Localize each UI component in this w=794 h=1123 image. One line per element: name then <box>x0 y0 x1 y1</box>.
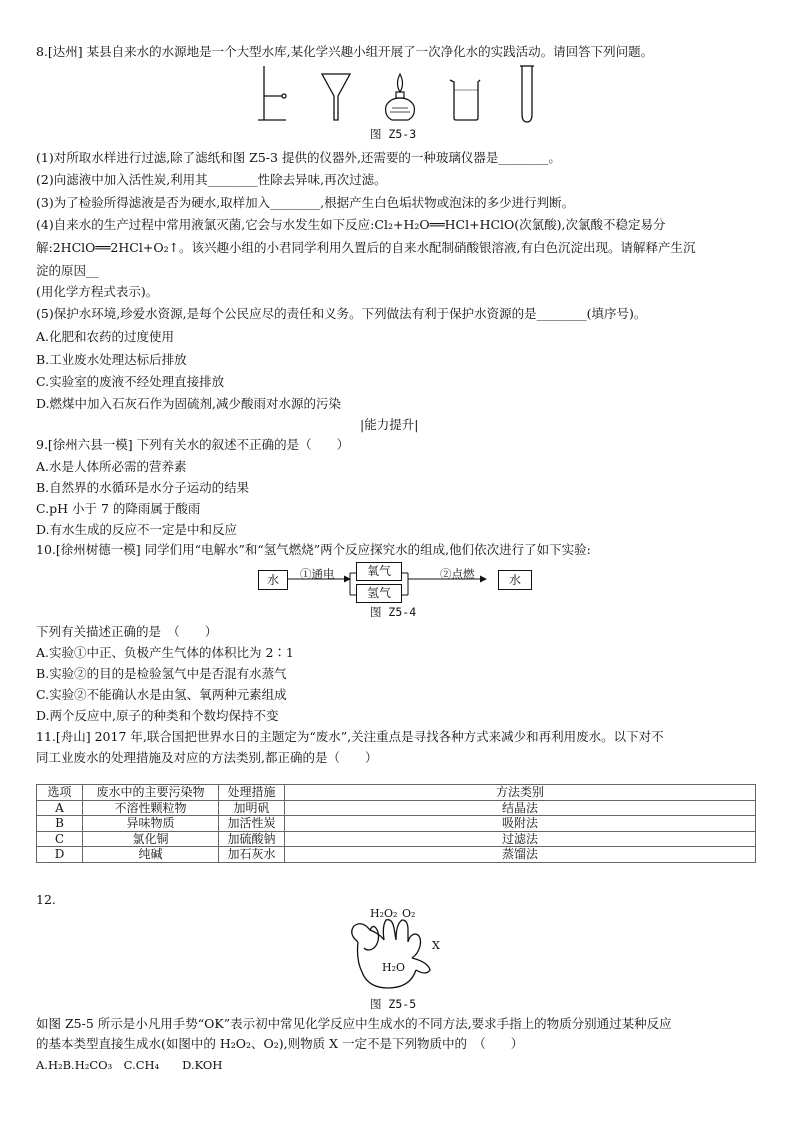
table-header-cell: 选项 <box>37 785 83 801</box>
table-header-cell: 处理措施 <box>219 785 285 801</box>
water-box-right: 水 <box>498 570 532 590</box>
q10-option-d: D.两个反应中,原子的种类和个数均保持不变 <box>36 708 279 723</box>
q10-prompt: 下列有关描述正确的是 （ ） <box>36 624 218 639</box>
step-ignite-label: ②点燃 <box>440 567 475 581</box>
table-header-cell: 废水中的主要污染物 <box>83 785 219 801</box>
q8-line-2: (2)向滤液中加入活性炭,利用其________性除去异味,再次过滤。 <box>36 172 387 187</box>
beaker-icon <box>450 80 480 120</box>
q8-line-1: (1)对所取水样进行过滤,除了滤纸和图 Z5-3 提供的仪器外,还需要的一种玻璃仪器是________。 <box>36 150 561 165</box>
q8-line-4: (4)自来水的生产过程中常用液氯灭菌,它会与水发生如下反应:Cl₂+H₂O══HCl+HClO(次氯酸),次氯酸不稳定易分 <box>36 217 666 232</box>
table-cell: C <box>37 831 83 847</box>
table-header-cell: 方法类别 <box>285 785 756 801</box>
q8-line-6: 淀的原因__ <box>36 263 99 278</box>
table-cell: 过滤法 <box>285 831 756 847</box>
q11-title-line-1: 11.[舟山] 2017 年,联合国把世界水日的主题定为“废水”,关注重点是寻找各种方式来减少和再利用废水。以下对不 <box>36 729 664 744</box>
section-heading: |能力提升| <box>360 417 419 432</box>
label-o2: O₂ <box>402 907 416 920</box>
hydrogen-box: 氢气 <box>356 584 402 603</box>
table-cell: 不溶性颗粒物 <box>83 800 219 816</box>
q8-option-b: B.工业废水处理达标后排放 <box>36 352 187 367</box>
q8-option-c: C.实验室的废液不经处理直接排放 <box>36 374 225 389</box>
hand-outline-icon <box>352 920 430 988</box>
table-header-row <box>37 785 756 801</box>
test-tube-icon <box>520 66 534 122</box>
q8-option-a: A.化肥和农药的过度使用 <box>36 329 175 344</box>
table-cell: 吸附法 <box>285 816 756 832</box>
table-row <box>37 831 756 847</box>
iron-stand-icon <box>258 66 286 120</box>
wastewater-table <box>36 784 756 863</box>
figure-caption-z5-5: 图 Z5-5 <box>370 997 417 1011</box>
table-cell: 结晶法 <box>285 800 756 816</box>
q10-title: 10.[徐州树德一模] 同学们用“电解水”和“氢气燃烧”两个反应探究水的组成,他们依次进行了如下实验: <box>36 542 591 557</box>
q8-line-8: (5)保护水环境,珍爱水资源,是每个公民应尽的责任和义务。下列做法有利于保护水资源的是________(填序号)。 <box>36 306 647 321</box>
table-cell: 氯化铜 <box>83 831 219 847</box>
q9-option-c: C.pH 小于 7 的降雨属于酸雨 <box>36 501 201 516</box>
water-box-left: 水 <box>258 570 288 590</box>
table-row <box>37 800 756 816</box>
table-row <box>37 816 756 832</box>
q8-option-d: D.燃煤中加入石灰石作为固硫剂,减少酸雨对水源的污染 <box>36 396 342 411</box>
q8-title: 8.[达州] 某县自来水的水源地是一个大型水库,某化学兴趣小组开展了一次净化水的实践活动。请回答下列问题。 <box>36 44 654 59</box>
q10-option-c: C.实验②不能确认水是由氢、氧两种元素组成 <box>36 687 287 702</box>
q8-line-5: 解:2HClO══2HCl+O₂↑。该兴趣小组的小君同学利用久置后的自来水配制硝酸银溶液,有白色沉淀出现。请解释产生沉 <box>36 240 696 255</box>
q10-option-a: A.实验①中正、负极产生气体的体积比为 2∶1 <box>36 645 294 660</box>
lab-apparatus-figure <box>250 62 550 124</box>
q9-option-a: A.水是人体所必需的营养素 <box>36 459 187 474</box>
table-cell: D <box>37 847 83 863</box>
q12-line-1: 如图 Z5-5 所示是小凡用手势“OK”表示初中常见化学反应中生成水的不同方法,要求手指上的物质分别通过某种反应 <box>36 1016 672 1031</box>
q8-line-7: (用化学方程式表示)。 <box>36 284 159 299</box>
label-h2o: H₂O <box>382 961 406 974</box>
step-electrolysis-label: ①通电 <box>300 567 335 581</box>
q11-title-line-2: 同工业废水的处理措施及对应的方法类别,都正确的是（ ） <box>36 750 378 765</box>
ok-hand-figure <box>340 904 460 994</box>
q9-option-b: B.自然界的水循环是水分子运动的结果 <box>36 480 250 495</box>
q9-option-d: D.有水生成的反应不一定是中和反应 <box>36 522 238 537</box>
table-cell: A <box>37 800 83 816</box>
q10-option-b: B.实验②的目的是检验氢气中是否混有水蒸气 <box>36 666 287 681</box>
alcohol-lamp-icon <box>386 74 415 120</box>
label-h2o2: H₂O₂ <box>370 907 398 920</box>
table-cell: 加硫酸钠 <box>219 831 285 847</box>
q9-title: 9.[徐州六县一模] 下列有关水的叙述不正确的是（ ） <box>36 437 350 452</box>
table-cell: 加石灰水 <box>219 847 285 863</box>
table-cell: 纯碱 <box>83 847 219 863</box>
table-cell: 蒸馏法 <box>285 847 756 863</box>
table-row <box>37 847 756 863</box>
table-cell: 加活性炭 <box>219 816 285 832</box>
oxygen-box: 氧气 <box>356 562 402 581</box>
q8-line-3: (3)为了检验所得滤液是否为硬水,取样加入________,根据产生白色垢状物或泡沫的多少进行判断。 <box>36 195 575 210</box>
q12-number: 12. <box>36 892 56 907</box>
label-x: X <box>432 939 440 952</box>
q12-options: A.H₂B.H₂CO₃ C.CH₄ D.KOH <box>36 1058 223 1072</box>
table-cell: 异味物质 <box>83 816 219 832</box>
q12-line-2: 的基本类型直接生成水(如图中的 H₂O₂、O₂),则物质 X 一定不是下列物质中的 （ ） <box>36 1036 524 1051</box>
table-cell: B <box>37 816 83 832</box>
figure-caption-z5-3: 图 Z5-3 <box>370 127 417 141</box>
funnel-icon <box>322 74 350 120</box>
figure-caption-z5-4: 图 Z5-4 <box>370 605 417 619</box>
table-cell: 加明矾 <box>219 800 285 816</box>
